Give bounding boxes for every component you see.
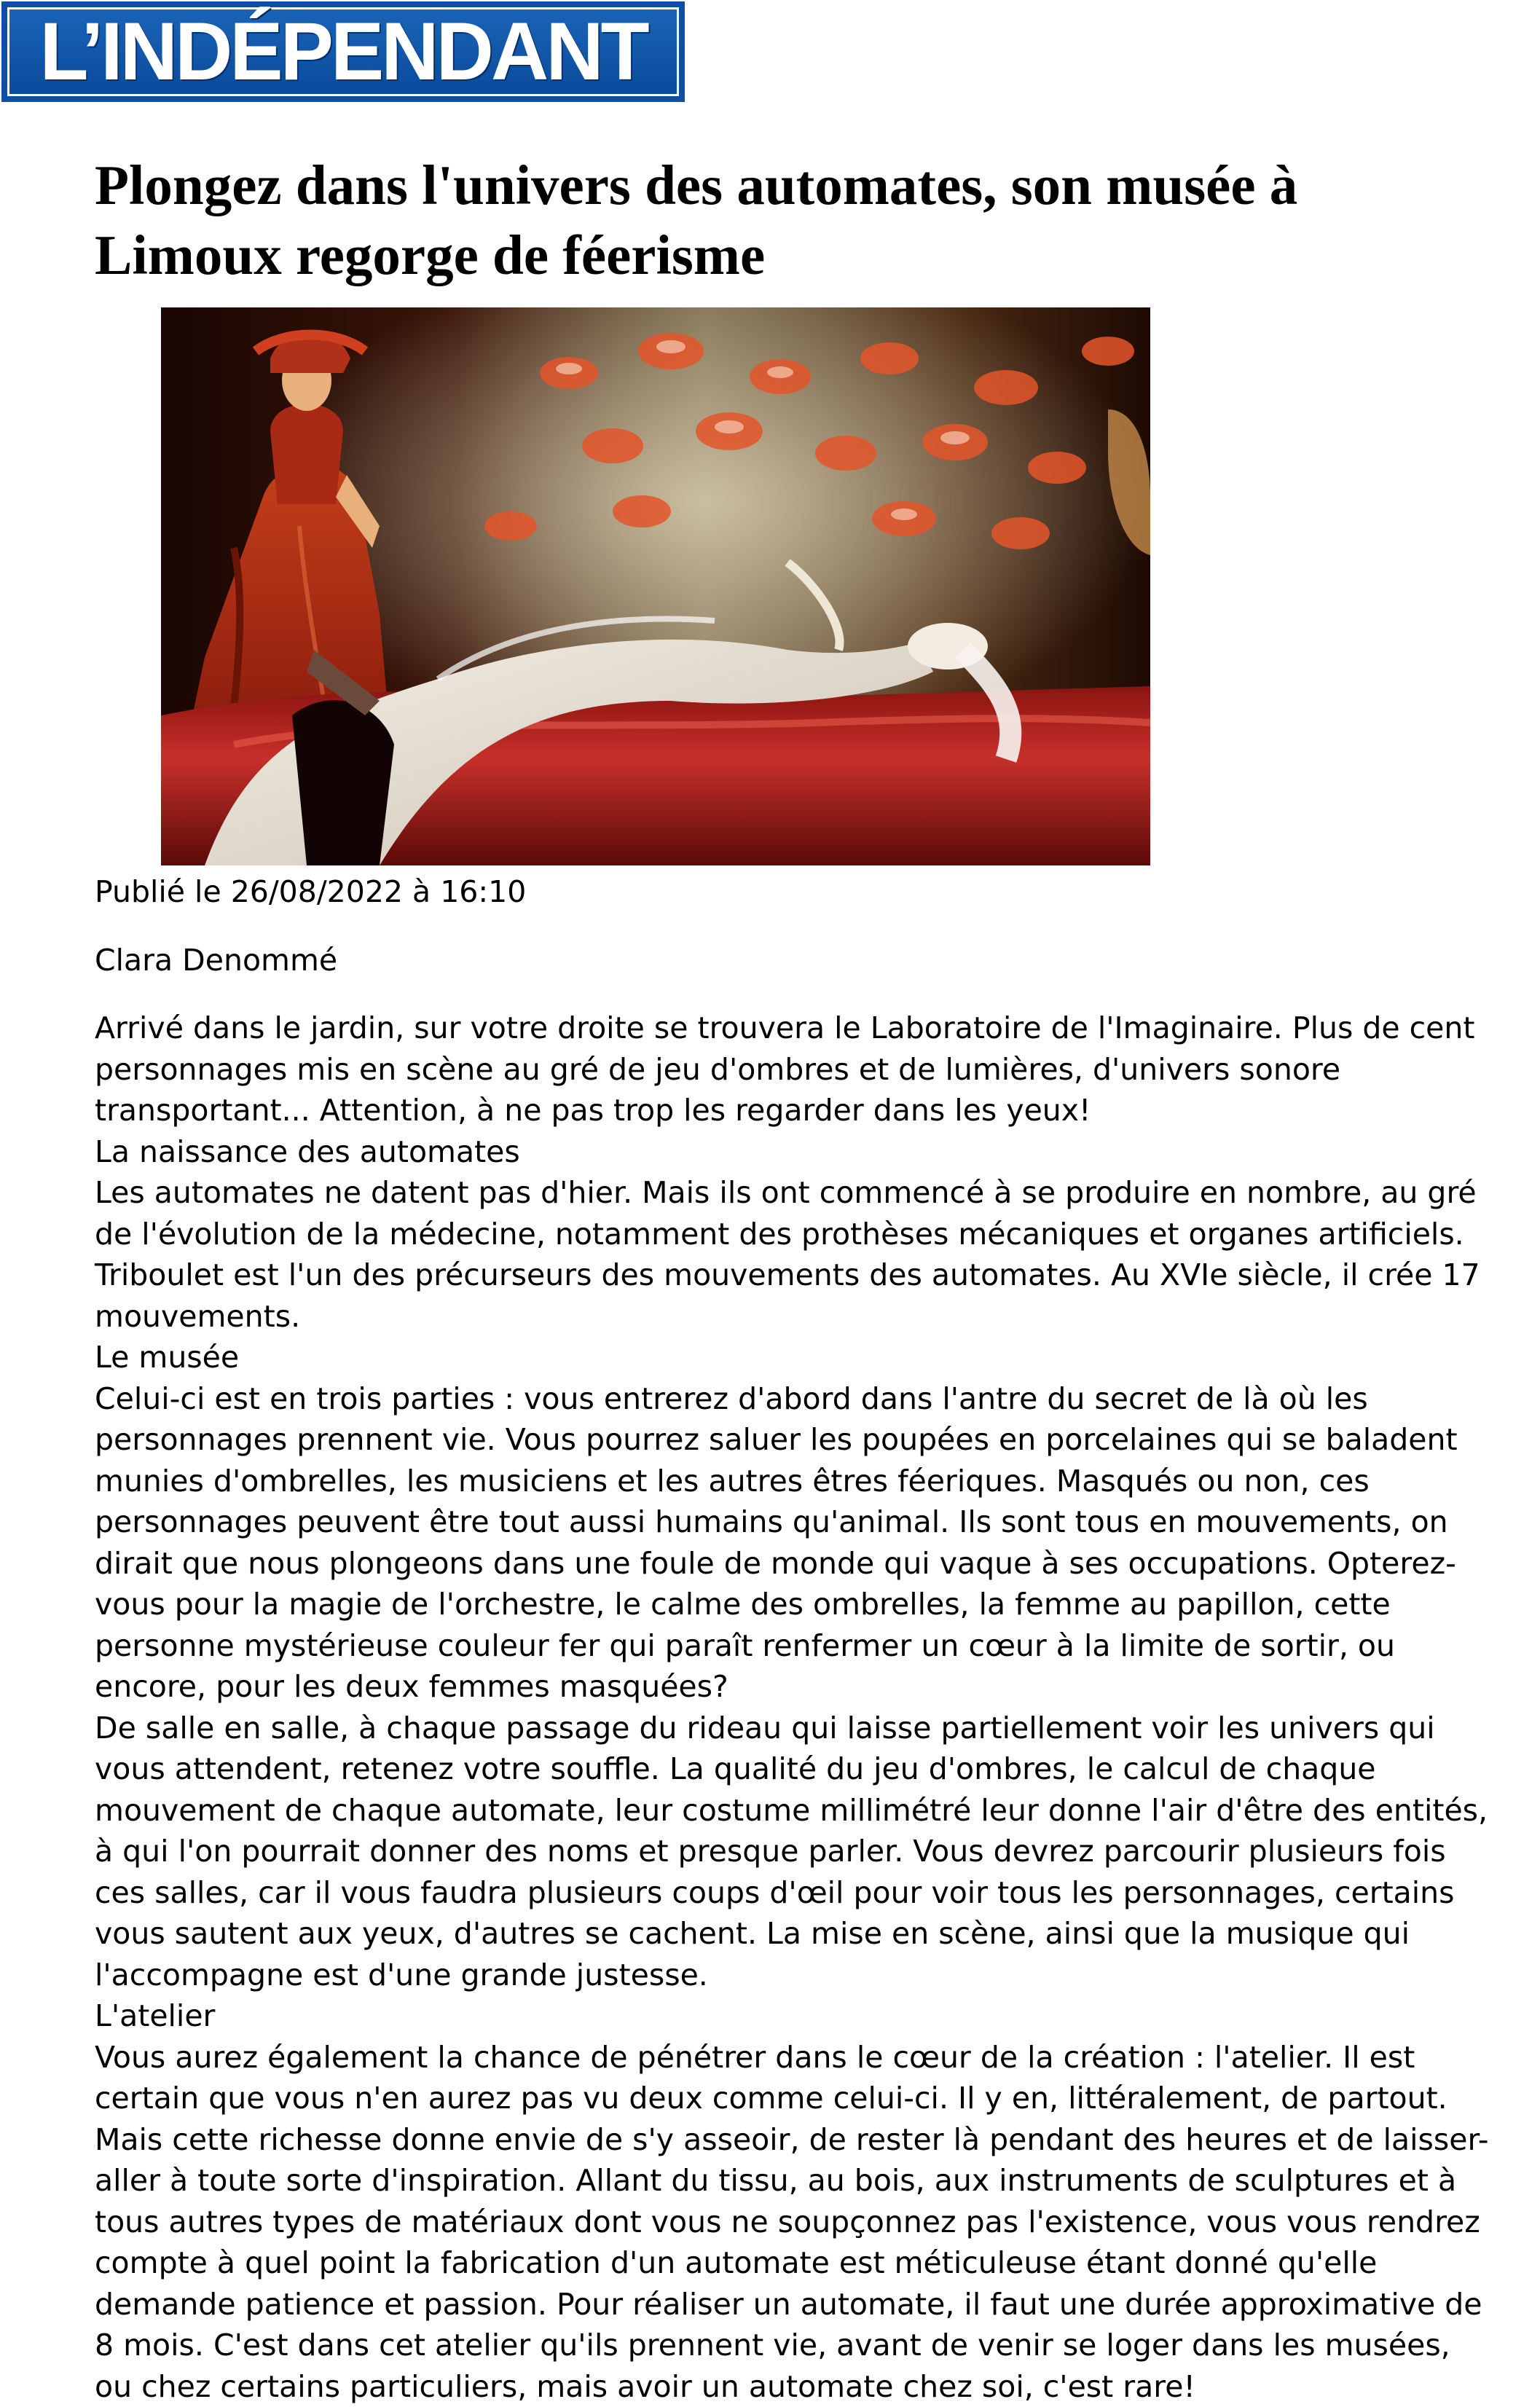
masthead-logo-frame bbox=[7, 7, 679, 96]
section-heading: L'atelier bbox=[95, 1995, 1493, 2037]
automaton-scene-image bbox=[161, 307, 1150, 865]
publish-date: Publié le 26/08/2022 à 16:10 bbox=[95, 871, 1493, 913]
section-heading: Le musée bbox=[95, 1337, 1493, 1378]
masthead-logo[interactable] bbox=[0, 0, 686, 103]
paragraph: Les automates ne datent pas d'hier. Mais ils ont commencé à se produire en nombre, au gré de l'évolution de la médecine, notamment des prothèses mécaniques et organes artificiels. Triboulet est l'un des précurseurs des mouvements des automates. Au XVIe siècle, il crée 17 mouvements. bbox=[95, 1172, 1493, 1337]
paragraph: Celui-ci est en trois parties : vous entrerez d'abord dans l'antre du secret de là où les personnages prennent vie. Vous pourrez saluer les poupées en porcelaines qui se baladent munies d'ombrelles, les musiciens et les autres êtres féeriques. Masqués ou non, ces personnages peuvent être tout aussi humains qu'animal. Ils sont tous en mouvements, on dirait que nous plongeons dans une foule de monde qui vaque à ses occupations. Opterez-vous pour la magie de l'orchestre, le calme des ombrelles, la femme au papillon, cette personne mystérieuse couleur fer qui paraît renfermer un cœur à la limite de sortir, ou encore, pour les deux femmes masquées? bbox=[95, 1378, 1493, 1708]
section-heading: La naissance des automates bbox=[95, 1131, 1493, 1173]
article-title: Plongez dans l'univers des automates, son musée à Limoux regorge de féerisme bbox=[95, 150, 1479, 290]
article-body bbox=[95, 1008, 1493, 2407]
paragraph: De salle en salle, à chaque passage du rideau qui laisse partiellement voir les univers qui vous attendent, retenez votre souffle. La qualité du jeu d'ombres, le calcul de chaque mouvement de chaque automate, leur costume millimétré leur donne l'air d'être des entités, à qui l'on pourrait donner des noms et presque parler. Vous devrez parcourir plusieurs fois ces salles, car il vous faudra plusieurs coups d'œil pour voir tous les personnages, certains vous sautent aux yeux, d'autres se cachent. La mise en scène, ainsi que la musique qui l'accompagne est d'une grande justesse. bbox=[95, 1708, 1493, 1996]
author-name: Clara Denommé bbox=[95, 940, 1493, 981]
article-photo bbox=[161, 307, 1150, 865]
paragraph: Vous aurez également la chance de pénétrer dans le cœur de la création : l'atelier. Il est certain que vous n'en aurez pas vu deux comme celui-ci. Il y en, littéralement, de partout. Mais cette richesse donne envie de s'y asseoir, de rester là pendant des heures et de laisser-aller à toute sorte d'inspiration. Allant du tissu, au bois, aux instruments de sculptures et à tous autres types de matériaux dont vous ne soupçonnez pas l'existence, vous vous rendrez compte à quel point la fabrication d'un automate est méticuleuse étant donné qu'elle demande patience et passion. Pour réaliser un automate, il faut une durée approximative de 8 mois. C'est dans cet atelier qu'ils prennent vie, avant de venir se loger dans les musées, ou chez certains particuliers, mais avoir un automate chez soi, c'est rare! bbox=[95, 2037, 1493, 2407]
paragraph-intro: Arrivé dans le jardin, sur votre droite se trouvera le Laboratoire de l'Imaginaire. Plus de cent personnages mis en scène au gré de jeu d'ombres et de lumières, d'univers sonore transportant... Attention, à ne pas trop les regarder dans les yeux! bbox=[95, 1008, 1493, 1131]
masthead-logo-text: L’INDÉPENDANT bbox=[39, 11, 646, 93]
